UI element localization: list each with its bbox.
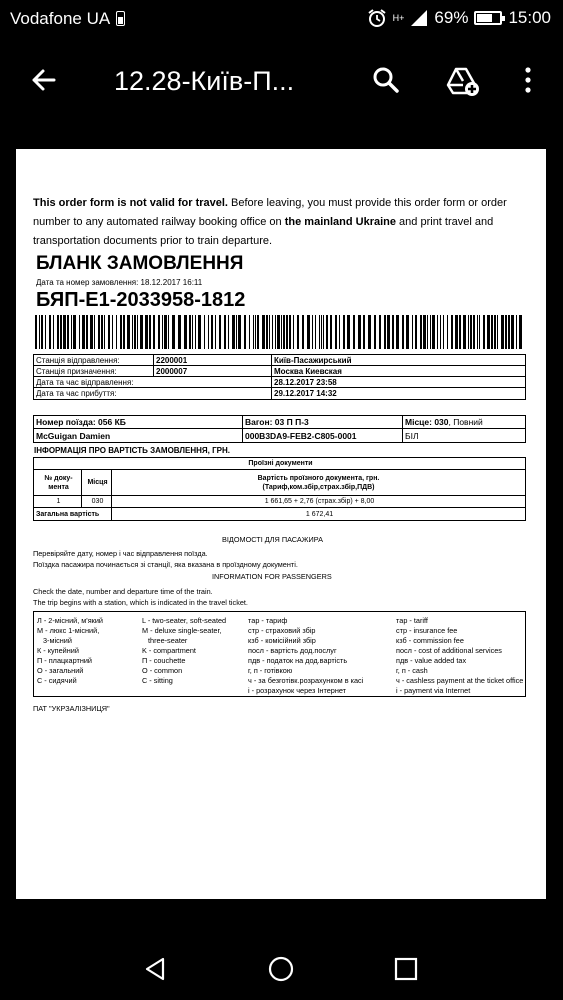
legend-item: П - плацкартний — [37, 656, 93, 665]
cost-row-doc: 1 — [34, 496, 82, 507]
legend-item: кзб - комісійний збір — [248, 636, 316, 645]
train-number: Номер поїзда: 056 КБ — [34, 416, 243, 428]
circle-home-icon[interactable] — [266, 954, 296, 984]
legend-item: O - common — [142, 666, 183, 675]
station-code: 2200001 — [154, 355, 272, 365]
route-row-arrival-time — [34, 388, 525, 399]
legend-item: пдв - value added tax — [396, 656, 467, 665]
legend-item: С - сидячий — [37, 676, 77, 685]
col-cost: Вартість проїзного документа, грн. (Тариф,ком.збір,страх.збір,ПДВ) — [257, 474, 380, 491]
navigation-bar — [0, 930, 563, 1000]
legend-col-1 — [37, 616, 103, 686]
route-label: Станція відправлення: — [34, 355, 154, 365]
passenger-row — [34, 429, 525, 442]
col-seats: Місця — [82, 470, 112, 495]
travel-notice — [33, 194, 528, 251]
search-icon[interactable] — [366, 60, 406, 100]
passenger-name: McGuigan Damien — [34, 429, 243, 442]
order-date: Дата та номер замовлення: 18.12.2017 16:11 — [36, 278, 203, 287]
legend-item: ч - cashless payment at the ticket office — [396, 676, 524, 685]
total-value: 1 672,41 — [305, 510, 334, 518]
status-right — [367, 8, 551, 28]
legend-col-3 — [248, 616, 363, 696]
legend-item: О - загальний — [37, 666, 84, 675]
station-name: Київ-Пасажирський — [274, 355, 352, 365]
legend-item: стр - страховий збір — [248, 626, 316, 635]
notice-text-1: Before leaving, you must provide this order form or order number to any automated railway booking office on — [33, 197, 507, 228]
battery-fill — [477, 14, 492, 22]
battery-percent: 69% — [434, 8, 469, 27]
app-bar — [0, 40, 563, 124]
order-number: БЯП-Е1-2033958-1812 — [36, 289, 246, 311]
station-code: 2000007 — [154, 366, 272, 376]
arrow-left-icon[interactable] — [24, 60, 64, 100]
notice-text-2: and print travel and transportation documents prior to train departure. — [33, 216, 494, 247]
legend-item: і - розрахунок через Інтернет — [248, 686, 347, 695]
legend-item: ч - за безготівк.розрахунком в касі — [248, 676, 364, 685]
more-vert-icon[interactable] — [508, 60, 548, 100]
arrival-label: Дата та час прибуття: — [34, 388, 272, 399]
departure-label: Дата та час відправлення: — [34, 377, 272, 387]
legend-item: П - couchette — [142, 656, 186, 665]
cost-heading: ІНФОРМАЦІЯ ПРО ВАРТІСТЬ ЗАМОВЛЕННЯ, ГРН. — [34, 446, 230, 455]
triangle-back-icon[interactable] — [141, 954, 171, 984]
cost-row-value: 1 661,65 + 2,76 (страх.збір) + 8,00 — [264, 498, 375, 505]
cost-row — [34, 496, 525, 508]
document-type: БІЛ — [405, 430, 419, 441]
legend-item: посл - вартість дод.послуг — [248, 646, 337, 655]
info-ua-heading: ВІДОМОСТІ ДЛЯ ПАСАЖИРА — [222, 535, 323, 544]
total-row — [34, 508, 525, 520]
legend-item: M - deluxe single-seater, — [142, 626, 222, 635]
departure-value: 28.12.2017 23:58 — [274, 377, 337, 387]
train-table — [33, 415, 526, 443]
barcode — [35, 315, 525, 349]
route-row-destination-station — [34, 366, 525, 377]
legend-item: кзб - commission fee — [396, 636, 464, 645]
col-docs: № доку-мента — [34, 470, 82, 495]
signal-strength-icon — [410, 9, 428, 27]
info-en-line-1: Check the date, number and departure time of the train. — [33, 587, 213, 596]
network-type: H+ — [392, 12, 405, 23]
legend-item: К - купейний — [37, 646, 79, 655]
carrier-label: Vodafone UA — [10, 9, 111, 28]
notice-bold-2: the mainland Ukraine — [284, 216, 396, 228]
clock: 15:00 — [508, 8, 551, 27]
info-ua-line-2: Поїздка пасажира починається зі станції, яка вказана в проїздному документі. — [33, 560, 298, 569]
legend-item: C - sitting — [142, 676, 173, 685]
legend-item: L - two-seater, soft-seated — [142, 616, 227, 625]
form-title: БЛАНК ЗАМОВЛЕННЯ — [36, 253, 244, 274]
alarm-clock-icon — [367, 8, 387, 28]
document-code: 000B3DA9-FEB2-C805-0001 — [243, 429, 403, 442]
legend-item: тар - tariff — [396, 616, 428, 625]
google-drive-add-icon[interactable] — [442, 60, 482, 100]
legend-item: K - compartment — [142, 646, 196, 655]
route-table — [33, 354, 526, 400]
legend-item: і - payment via Internet — [396, 686, 471, 695]
info-ua-line-1: Перевіряйте дату, номер і час відправлення поїзда. — [33, 549, 208, 558]
arrival-value: 29.12.2017 14:32 — [274, 389, 337, 398]
info-en-line-2: The trip begins with a station, which is indicated in the travel ticket. — [33, 598, 248, 607]
cost-section-row — [34, 458, 525, 470]
cost-row-seat: 030 — [82, 496, 112, 507]
legend-item: стр - insurance fee — [396, 626, 458, 635]
legend-item: Л - 2-місний, м'який — [37, 616, 103, 625]
station-name: Москва Киевская — [274, 366, 342, 376]
legend-item: г, п - готівкою — [248, 666, 293, 675]
legend-item: М - люкс 1-місний, — [37, 626, 100, 635]
sim-card-icon — [116, 11, 125, 26]
wagon: Вагон: 03 П П-3 — [243, 416, 403, 428]
footer-company: ПАТ "УКРЗАЛІЗНИЦЯ" — [33, 704, 110, 713]
carrier-name — [10, 9, 125, 29]
notice-bold-1: This order form is not valid for travel. — [33, 197, 228, 209]
legend-item: 3-місний — [43, 636, 72, 645]
legend-item: г, п - cash — [396, 666, 428, 675]
travel-docs-label: Проїзні документи — [248, 460, 313, 467]
seat-type: , Повний — [448, 417, 483, 427]
document-page[interactable] — [16, 149, 546, 899]
seat-number: Місце: 030 — [405, 417, 449, 427]
total-label: Загальна вартість — [34, 508, 112, 520]
route-label: Станція призначення: — [34, 366, 154, 376]
route-row-departure-time — [34, 377, 525, 388]
cost-header-row — [34, 470, 525, 496]
legend-item: тар - тариф — [248, 616, 288, 625]
train-row — [34, 416, 525, 429]
legend-item: three-seater — [148, 636, 188, 645]
battery-icon — [474, 11, 502, 25]
legend-col-4 — [396, 616, 523, 696]
legend-item: посл - cost of additional services — [396, 646, 502, 655]
cost-table — [33, 457, 526, 521]
document-title: 12.28-Київ-П... — [114, 66, 295, 96]
route-row-departure-station — [34, 355, 525, 366]
legend-item: пдв - податок на дод.вартість — [248, 656, 348, 665]
info-en-heading: INFORMATION FOR PASSENGERS — [212, 572, 332, 581]
legend-col-2 — [142, 616, 226, 686]
status-bar — [0, 0, 563, 38]
legend-box — [33, 611, 526, 697]
square-recent-icon[interactable] — [391, 954, 421, 984]
